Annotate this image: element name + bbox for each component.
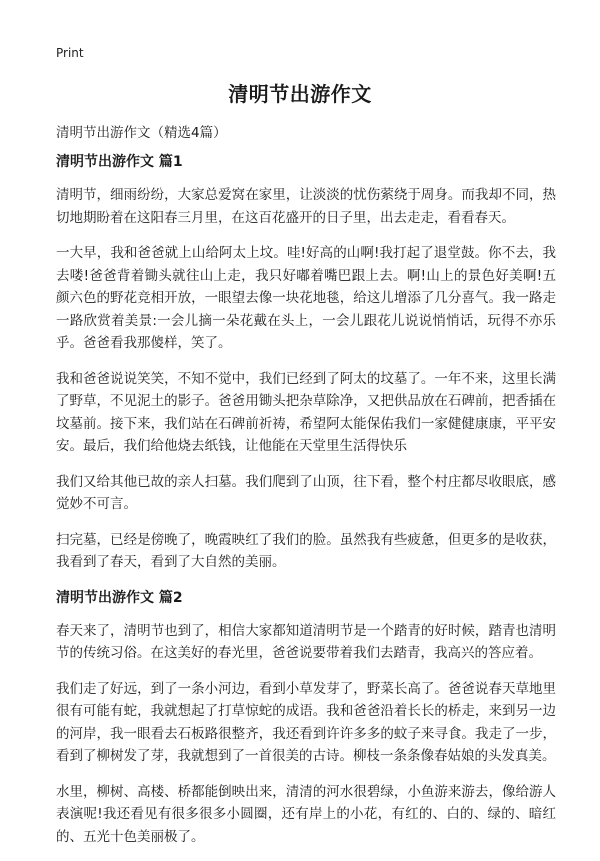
article-body <box>56 151 556 861</box>
paragraph: 清明节，细雨纷纷，大家总爱窝在家里，让淡淡的忧伤萦绕于周身。而我却不同，热切地期盼着在这阳春三月里，在这百花盛开的日子里，出去走走，看看春天。 <box>56 187 556 226</box>
page-title: 清明节出游作文 <box>228 82 372 106</box>
paragraph: 春天来了，清明节也到了，相信大家都知道清明节是一个踏青的好时候，踏青也清明节的传统习俗。在这美好的春光里，爸爸说要带着我们去踏青，我高兴的答应着。 <box>56 622 556 661</box>
print-link[interactable]: Print <box>56 46 84 60</box>
section-heading: 清明节出游作文 篇2 <box>56 589 183 606</box>
paragraph: 水里，柳树、高楼、桥都能倒映出来，清清的河水很碧绿，小鱼游来游去，像给游人表演呢!我还看见有很多很多小圆圈，还有岸上的小花，有红的、白的、绿的、暗红的、五光十色美丽极了。 <box>56 783 556 845</box>
paragraph: 一大早，我和爸爸就上山给阿太上坟。哇!好高的山啊!我打起了退堂鼓。你不去，我去喽!爸爸背着锄头就往山上走，我只好嘟着嘴巴跟上去。啊!山上的景色好美啊!五颜六色的野花竞相开放，一眼望去像一块花地毯，给这儿增添了几分喜气。我一路走一路欣赏着美景:一会儿摘一朵花戴在头上，一会儿跟花儿说说悄悄话，玩得不亦乐乎。爸爸看我那傻样，笑了。 <box>56 245 556 351</box>
paragraph: 我们又给其他已故的亲人扫墓。我们爬到了山顶，往下看，整个村庄都尽收眼底，感觉妙不可言。 <box>56 473 556 512</box>
paragraph: 扫完墓，已经是傍晚了，晚霞映红了我们的脸。虽然我有些疲惫，但更多的是收获，我看到了春天，看到了大自然的美丽。 <box>56 531 556 570</box>
section-heading: 清明节出游作文 篇1 <box>56 154 183 170</box>
paragraph: 我和爸爸说说笑笑，不知不觉中，我们已经到了阿太的坟墓了。一年不来，这里长满了野草，不见泥土的影子。爸爸用锄头把杂草除净，又把供品放在石碑前，把香插在坟墓前。接下来，我们站在石碑前祈祷，希望阿太能保佑我们一家健健康康，平平安安。最后，我们给他烧去纸钱，让他能在天堂里生活得快乐 <box>56 370 556 454</box>
paragraph: 我们走了好远，到了一条小河边，看到小草发芽了，野菜长高了。爸爸说春天草地里很有可能有蛇，我就想起了打草惊蛇的成语。我和爸爸沿着长长的桥走，来到另一边的河岸，我一眼看去石板路很整齐，我还看到许许多多的蚊子来寻食。我走了一步，看到了柳树发了芽，我就想到了一首很美的古诗。柳枝一条条像春姑娘的头发真美。 <box>56 680 556 764</box>
essay-section-1 <box>56 151 556 574</box>
essay-section-2 <box>56 587 556 849</box>
document-subtitle: 清明节出游作文（精选4篇） <box>56 125 227 141</box>
